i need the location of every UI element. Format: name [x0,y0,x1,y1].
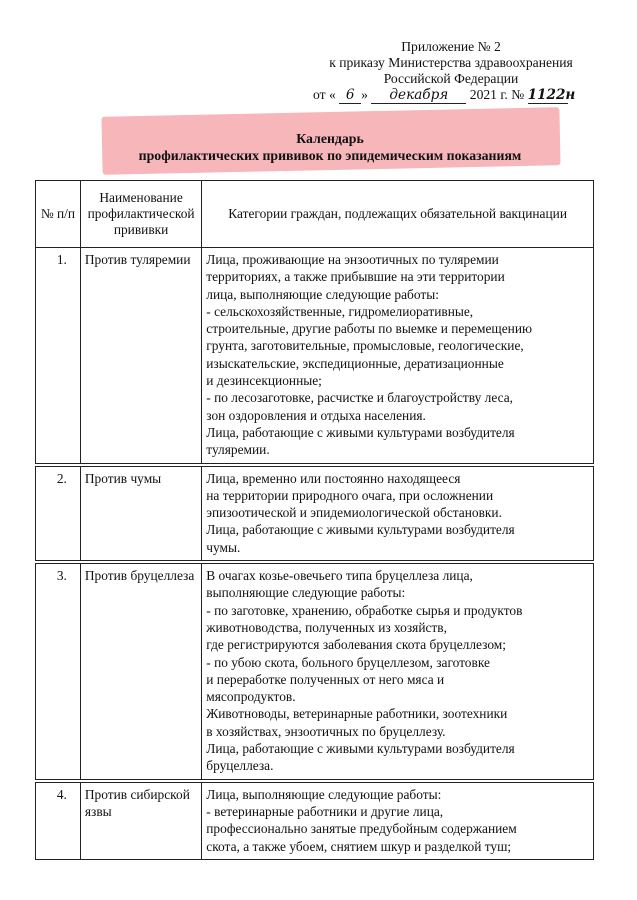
category-text-line: на территории природного очага, при осложнении [206,487,494,503]
category-text-line: выполняющие следующие работы: [206,585,406,601]
order-date-line [301,87,601,104]
vaccination-name: Против сибирской язвы [80,782,201,859]
category-text-line: Лица, проживающие на энзоотичных по туляремии [206,252,499,267]
category-text-line: Лица, работающие с живыми культурами возбудителя [206,741,515,757]
category-text-line: лица, выполняющие следующие работы: [206,286,439,302]
appendix-header [301,39,601,104]
title-line-2: профилактических прививок по эпидемическим показаниям [138,148,522,163]
citizen-categories [202,248,594,464]
category-text-line: туляремии. [206,442,270,458]
category-text-line: - по лесозаготовке, расчистке и благоустройству леса, [206,390,513,406]
table-row [36,248,594,464]
vaccination-name: Против чумы [80,466,201,560]
category-text-line: - ветеринарные работники и другие лица, [206,803,444,819]
category-text-line: скота, а также убоем, снятием шкур и разделкой туш; [206,838,512,854]
table-header-row [36,181,594,248]
title-line-1: Календарь [296,131,364,146]
table-row [36,466,594,560]
category-text-line: и дезинсекционные; [206,373,322,389]
category-text-line: Лица, выполняющие следующие работы: [206,786,442,802]
order-reference: к приказу Министерства здравоохранения [329,55,573,70]
citizen-categories [202,466,594,560]
category-text-line: в хозяйствах, энзоотичных по бруцеллезу. [206,723,446,739]
vaccination-table [35,180,594,860]
vaccination-name: Против туляремии [80,248,201,464]
category-text-line: где регистрируются заболевания скота бруцеллезом; [206,637,506,653]
category-text-line: мясопродуктов. [206,689,296,705]
row-number: 1. [36,248,81,464]
citizen-categories [202,782,594,859]
calendar-title [70,130,590,164]
column-header-name: Наименование профилактической прививки [80,181,201,248]
category-text-line: - по заготовке, хранению, обработке сырья и продуктов [206,602,523,618]
row-number: 2. [36,466,81,560]
appendix-number: Приложение № 2 [401,39,501,54]
category-text-line: Лица, работающие с живыми культурами возбудителя [206,424,515,440]
category-text-line: В очагах козье-овечьего типа бруцеллеза лица, [206,568,473,584]
category-text-line: территориях, а также прибывшие на эти территории [206,269,505,285]
handwritten-month: декабря [371,88,466,104]
category-text-line: строительные, другие работы по выемке и перемещению [206,321,532,337]
category-text-line: животноводства, полученных из хозяйств, [206,619,447,635]
handwritten-order-number: 1122н [527,87,576,103]
category-text-line: изыскательские, экспедиционные, дератизационные [206,355,504,371]
category-text-line: и переработке полученных от него мяса и [206,671,445,687]
vaccination-name: Против бруцеллеза [80,564,201,780]
row-number: 3. [36,564,81,780]
federation-line: Российской Федерации [383,71,519,86]
category-text-line: бруцеллеза. [206,758,274,774]
category-text-line: - сельскохозяйственные, гидромелиоративные, [206,303,474,319]
category-text-line: Лица, временно или постоянно находящееся [206,470,461,486]
category-text-line: зон оздоровления и отдыха населения. [206,407,426,423]
date-prefix: от « [313,87,336,102]
citizen-categories [202,564,594,780]
column-header-categories: Категории граждан, подлежащих обязательной вакцинации [202,181,594,248]
category-text-line: Лица, работающие с живыми культурами возбудителя [206,522,515,538]
row-number: 4. [36,782,81,859]
handwritten-day: 6 [339,88,361,104]
category-text-line: грунта, заготовительные, промысловые, геологические, [206,338,524,354]
category-text-line: профессионально занятые предубойным содержанием [206,821,517,837]
category-text-line: чумы. [206,539,241,555]
table-row [36,564,594,780]
date-close-quote: » [361,87,368,102]
table-row [36,782,594,859]
category-text-line: - по убою скота, больного бруцеллезом, заготовке [206,654,490,670]
category-text-line: эпизоотической и эпидемиологической обстановки. [206,505,502,521]
column-header-number: № п/п [36,181,81,248]
category-text-line: Животноводы, ветеринарные работники, зоотехники [206,706,508,722]
date-year: 2021 г. № [469,87,525,102]
